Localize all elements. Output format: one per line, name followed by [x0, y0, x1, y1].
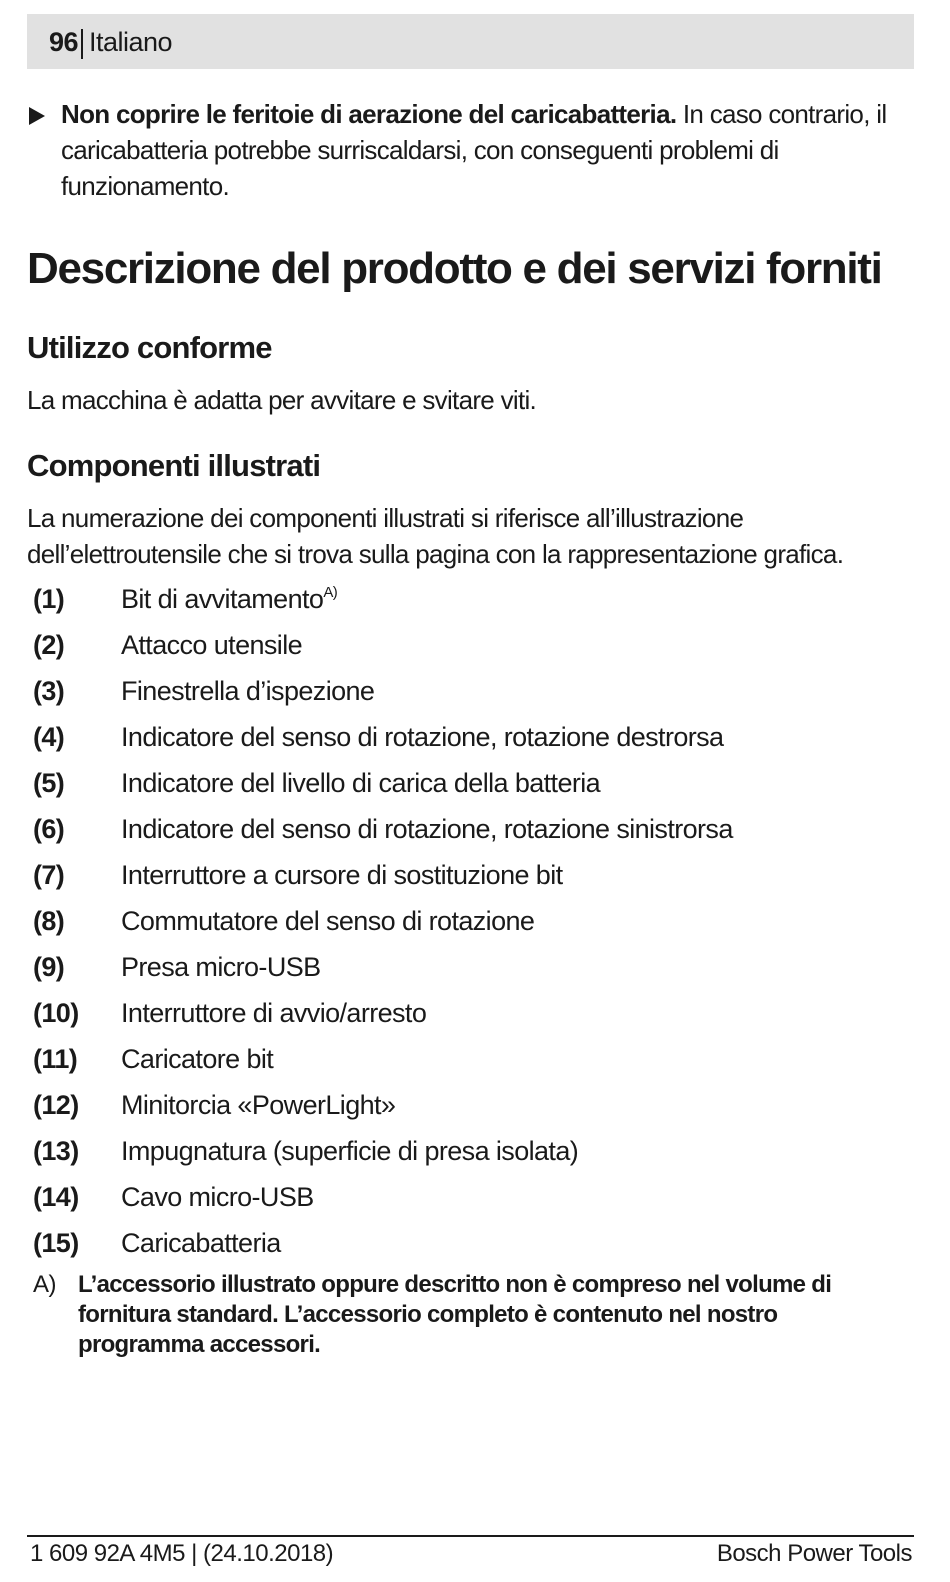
- bullet-arrow-icon: [29, 107, 45, 125]
- components-intro: La numerazione dei componenti illustrati si riferisce all’illustrazione dell’elettroutensile che si trova sulla pagina con la rappresentazione grafica.: [27, 503, 844, 569]
- item-number: (10): [33, 998, 79, 1028]
- list-item: [33, 902, 903, 948]
- item-label: Caricatore bit: [121, 1044, 274, 1074]
- item-label: Indicatore del senso di rotazione, rotazione destrorsa: [121, 722, 724, 752]
- item-label: Interruttore di avvio/arresto: [121, 998, 427, 1028]
- list-item: [33, 1178, 903, 1224]
- item-label: Bit di avvitamento: [121, 584, 324, 614]
- item-number: (7): [33, 860, 65, 890]
- list-item: [33, 764, 903, 810]
- list-item: [33, 672, 903, 718]
- item-label: Cavo micro-USB: [121, 1182, 314, 1212]
- list-item: [33, 994, 903, 1040]
- page-number: 96: [49, 27, 79, 57]
- list-item: [33, 1224, 903, 1270]
- page-header: [27, 14, 914, 69]
- list-item: [33, 1040, 903, 1086]
- item-number: (11): [33, 1044, 78, 1074]
- item-number: (9): [33, 952, 65, 982]
- footer-doc-id: 1 609 92A 4M5 | (24.10.2018): [30, 1540, 334, 1567]
- item-label: Attacco utensile: [121, 630, 303, 660]
- item-number: (15): [33, 1228, 79, 1258]
- item-number: (3): [33, 676, 65, 706]
- item-number: (5): [33, 768, 65, 798]
- footnote-mark: A): [33, 1271, 56, 1298]
- item-label: Caricabatteria: [121, 1228, 281, 1258]
- list-item: [33, 1132, 903, 1178]
- warning-text: [61, 96, 911, 204]
- list-item: [33, 1086, 903, 1132]
- intended-use-text: La macchina è adatta per avvitare e svitare viti.: [27, 385, 537, 415]
- list-item: [33, 856, 903, 902]
- item-number: (2): [33, 630, 65, 660]
- section-title: Descrizione del prodotto e dei servizi forniti: [27, 244, 882, 293]
- intended-use-heading: Utilizzo conforme: [27, 330, 272, 365]
- item-label: Commutatore del senso di rotazione: [121, 906, 535, 936]
- item-number: (4): [33, 722, 65, 752]
- item-number: (1): [33, 584, 65, 614]
- list-item: [33, 626, 903, 672]
- item-number: (6): [33, 814, 65, 844]
- list-item: [33, 718, 903, 764]
- item-label: Minitorcia «PowerLight»: [121, 1090, 396, 1120]
- footer-brand: Bosch Power Tools: [716, 1540, 912, 1567]
- item-label: Presa micro-USB: [121, 952, 321, 982]
- warning-bold-text: Non coprire le feritoie di aerazione del caricabatteria.: [61, 99, 677, 129]
- warning-body-text: In caso contrario, il caricabatteria potrebbe surriscaldarsi, con conseguenti problemi di funzionamento.: [61, 99, 887, 201]
- components-heading: Componenti illustrati: [27, 448, 321, 483]
- list-item: [33, 810, 903, 856]
- header-separator: [81, 29, 83, 59]
- item-label: Finestrella d’ispezione: [121, 676, 375, 706]
- item-label: Indicatore del senso di rotazione, rotazione sinistrorsa: [121, 814, 733, 844]
- footnote-ref: A): [323, 584, 338, 601]
- list-item: [33, 948, 903, 994]
- item-label: Interruttore a cursore di sostituzione bit: [121, 860, 563, 890]
- list-item: [33, 580, 903, 626]
- item-number: (13): [33, 1136, 79, 1166]
- footer-divider: [27, 1535, 914, 1537]
- item-number: (8): [33, 906, 65, 936]
- components-list: [33, 580, 903, 1270]
- item-label: Impugnatura (superficie di presa isolata): [121, 1136, 579, 1166]
- footnote-text: L’accessorio illustrato oppure descritto non è compreso nel volume di fornitura standard. L’accessorio completo è contenuto nel nostro programma accessori.: [78, 1271, 832, 1358]
- header-language: Italiano: [89, 27, 173, 57]
- item-label: Indicatore del livello di carica della batteria: [121, 768, 601, 798]
- item-number: (14): [33, 1182, 79, 1212]
- item-number: (12): [33, 1090, 79, 1120]
